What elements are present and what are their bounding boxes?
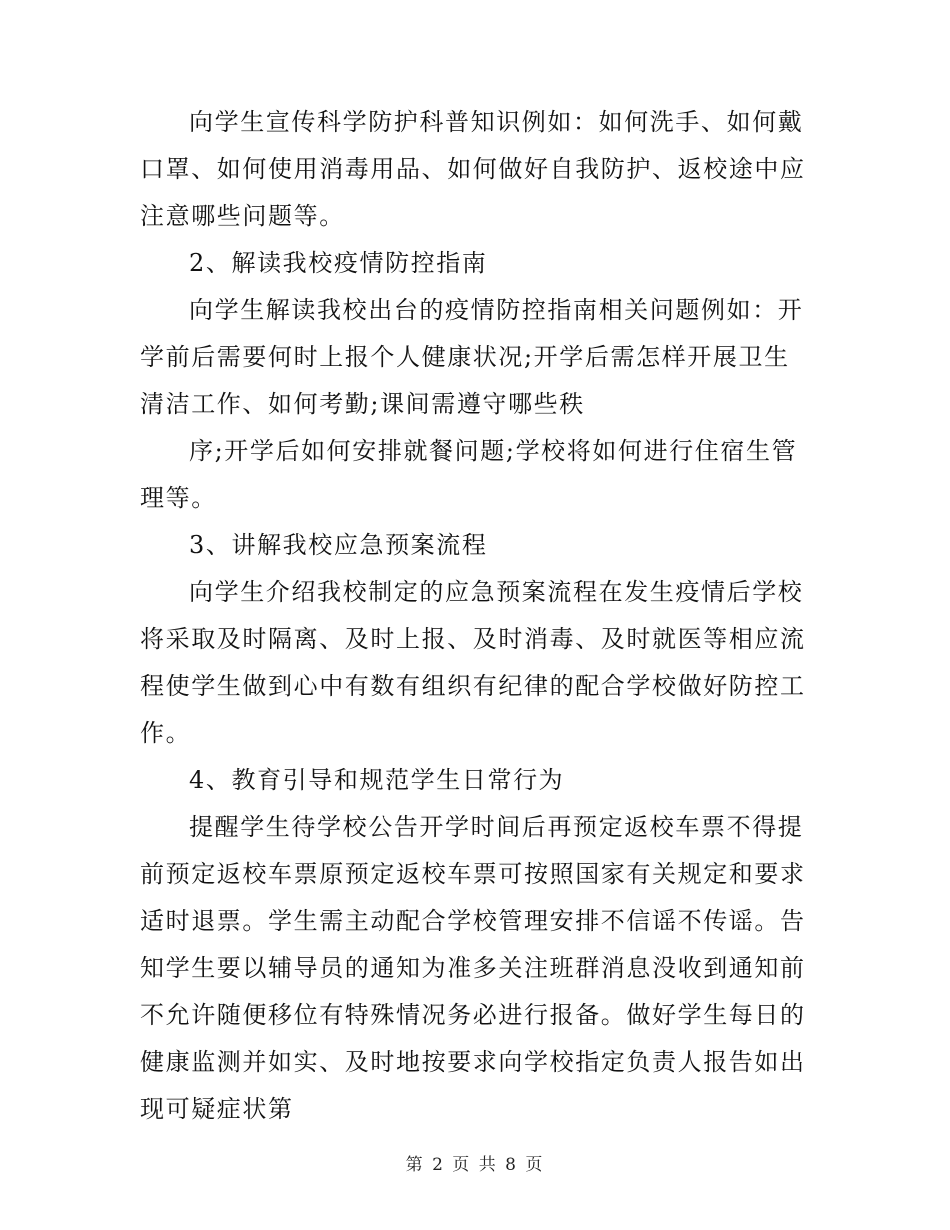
page-number-footer: 第 2 页 共 8 页	[405, 1155, 545, 1175]
heading-section-3: 3、讲解我校应急预案流程	[189, 531, 488, 559]
paragraph-emergency-plan: 向学生介绍我校制定的应急预案流程在发生疫情后学校将采取及时隔离、及时上报、及时消毒、及时就医等相应流程使学生做到心中有数有组织有纪律的配合学校做好防控工作。	[140, 578, 806, 747]
document-body	[140, 99, 812, 1133]
paragraph-prevention-guide: 向学生解读我校出台的疫情防控指南相关问题例如：开学前后需要何时上报个人健康状况;开学后需怎样开展卫生清洁工作、如何考勤;课间需遵守哪些秩	[140, 296, 804, 418]
heading-section-4: 4、教育引导和规范学生日常行为	[189, 766, 565, 794]
heading-section-2: 2、解读我校疫情防控指南	[189, 249, 488, 277]
paragraph-daily-behavior: 提醒学生待学校公告开学时间后再预定返校车票不得提前预定返校车票原预定返校车票可按照国家有关规定和要求适时退票。学生需主动配合学校管理安排不信谣不传谣。告知学生要以辅导员的通知为准多关注班群消息没收到通知前不允许随便移位有特殊情况务必进行报备。做好学生每日的健康监测并如实、及时地按要求向学校指定负责人报告如出现可疑症状第	[140, 813, 806, 1123]
paragraph-prevention-guide-continued: 序;开学后如何安排就餐问题;学校将如何进行住宿生管理等。	[140, 437, 798, 512]
paragraph-protection-knowledge: 向学生宣传科学防护科普知识例如：如何洗手、如何戴口罩、如何使用消毒用品、如何做好自我防护、返校途中应注意哪些问题等。	[140, 108, 806, 230]
